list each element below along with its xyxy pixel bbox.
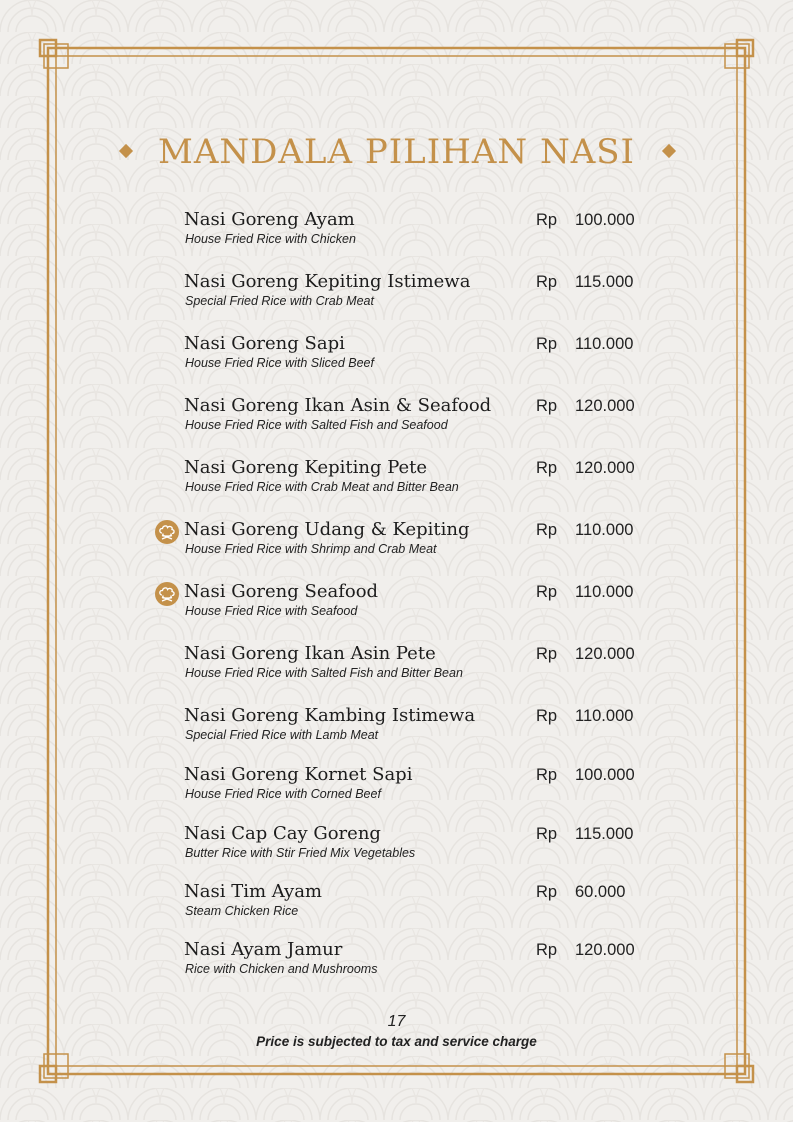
menu-item: [184, 270, 654, 320]
menu-item: [184, 642, 654, 692]
item-currency: Rp: [536, 645, 558, 663]
item-price: 60.000: [575, 883, 626, 901]
item-currency: Rp: [536, 397, 558, 415]
item-currency: Rp: [536, 273, 558, 291]
menu-item: [184, 394, 654, 444]
tax-footnote: Price is subjected to tax and service charge: [256, 1034, 537, 1049]
item-name: Nasi Goreng Kepiting Istimewa: [184, 271, 471, 292]
page-number: 17: [387, 1013, 406, 1030]
item-price: 110.000: [575, 335, 634, 353]
menu-item: [184, 822, 654, 872]
item-description: House Fried Rice with Salted Fish and Seafood: [185, 418, 448, 432]
item-price: 120.000: [575, 397, 635, 415]
chef-hat-icon: [155, 582, 179, 606]
item-name: Nasi Ayam Jamur: [184, 939, 343, 960]
item-currency: Rp: [536, 211, 558, 229]
item-currency: Rp: [536, 521, 558, 539]
item-description: House Fried Rice with Chicken: [185, 232, 356, 246]
menu-item: [184, 704, 654, 754]
item-name: Nasi Goreng Ikan Asin Pete: [184, 643, 436, 664]
item-currency: Rp: [536, 335, 558, 353]
item-price: 110.000: [575, 583, 634, 601]
item-currency: Rp: [536, 707, 558, 725]
item-name: Nasi Goreng Kambing Istimewa: [184, 705, 476, 726]
menu-item: [184, 763, 654, 813]
item-description: Butter Rice with Stir Fried Mix Vegetables: [185, 846, 416, 860]
item-description: Rice with Chicken and Mushrooms: [185, 962, 378, 976]
item-name: Nasi Goreng Seafood: [184, 581, 379, 602]
menu-item: [184, 518, 654, 568]
item-currency: Rp: [536, 825, 558, 843]
item-name: Nasi Goreng Sapi: [184, 333, 345, 354]
item-name: Nasi Goreng Kepiting Pete: [184, 457, 428, 478]
item-price: 120.000: [575, 941, 635, 959]
item-description: House Fried Rice with Shrimp and Crab Meat: [185, 542, 437, 556]
page-title: MANDALA PILIHAN NASI: [158, 132, 635, 172]
item-currency: Rp: [536, 766, 558, 784]
menu-item: [184, 880, 654, 930]
item-description: Special Fried Rice with Lamb Meat: [185, 728, 379, 742]
item-currency: Rp: [536, 941, 558, 959]
item-name: Nasi Cap Cay Goreng: [184, 823, 381, 844]
menu-item: [184, 580, 654, 630]
item-description: Special Fried Rice with Crab Meat: [185, 294, 374, 308]
item-price: 100.000: [575, 766, 635, 784]
menu-item: [184, 332, 654, 382]
item-name: Nasi Goreng Ikan Asin & Seafood: [184, 395, 492, 416]
item-description: House Fried Rice with Sliced Beef: [185, 356, 374, 370]
item-description: House Fried Rice with Corned Beef: [185, 787, 381, 801]
chef-hat-icon: [155, 520, 179, 544]
item-price: 120.000: [575, 645, 635, 663]
item-currency: Rp: [536, 459, 558, 477]
item-name: Nasi Tim Ayam: [184, 881, 322, 902]
title-row: [0, 128, 793, 178]
item-price: 115.000: [575, 825, 634, 843]
item-description: House Fried Rice with Crab Meat and Bitter Bean: [185, 480, 459, 494]
item-price: 120.000: [575, 459, 635, 477]
item-currency: Rp: [536, 883, 558, 901]
item-description: House Fried Rice with Salted Fish and Bitter Bean: [185, 666, 463, 680]
menu-item: [184, 208, 654, 258]
item-price: 115.000: [575, 273, 634, 291]
item-price: 100.000: [575, 211, 635, 229]
item-currency: Rp: [536, 583, 558, 601]
menu-item: [184, 456, 654, 506]
item-name: Nasi Goreng Kornet Sapi: [184, 764, 413, 785]
item-name: Nasi Goreng Udang & Kepiting: [184, 519, 470, 540]
menu-item: [184, 938, 654, 988]
item-name: Nasi Goreng Ayam: [184, 209, 355, 230]
item-description: Steam Chicken Rice: [185, 904, 299, 918]
item-description: House Fried Rice with Seafood: [185, 604, 358, 618]
item-price: 110.000: [575, 521, 634, 539]
item-price: 110.000: [575, 707, 634, 725]
